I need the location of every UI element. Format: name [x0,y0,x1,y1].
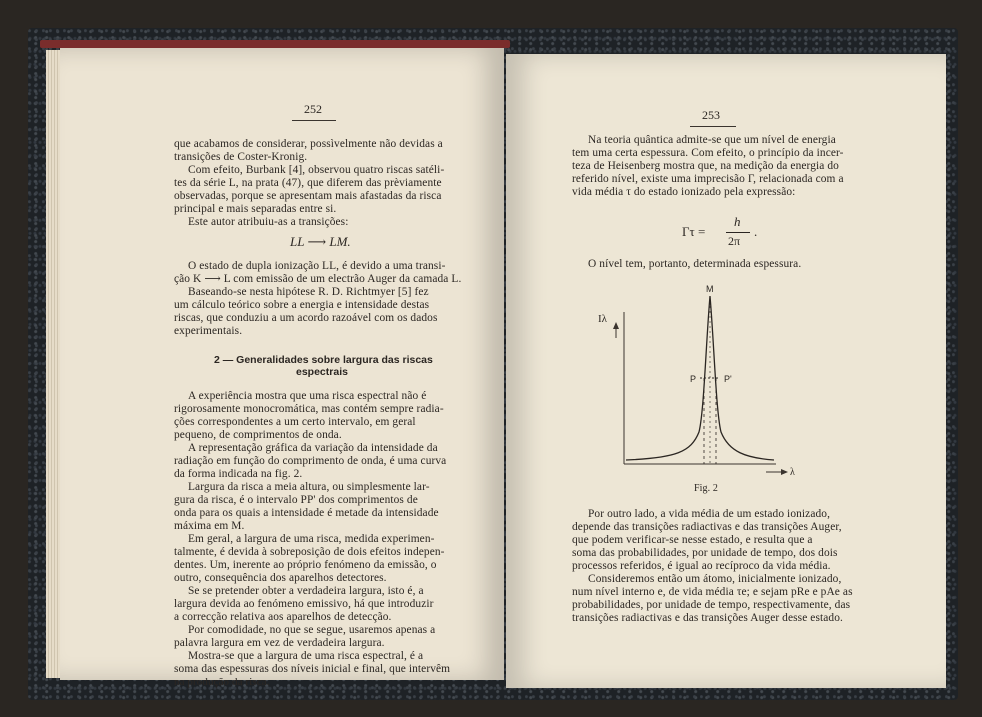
page-number-rule [690,126,736,127]
x-arrowhead [781,469,788,475]
text-line: processos referidos, é igual ao recíproco da vida média. [572,560,831,572]
text-line: tes da série L, na prata (47), que diferem das prèviamente [174,177,442,189]
text-line: dentes. Um, inerente ao próprio fenómeno da emissão, o [174,559,437,571]
section-heading: espectrais [296,366,348,378]
heisenberg-formula [682,214,782,254]
text-line: Largura da risca a meia altura, ou simplesmente lar- [188,481,430,493]
text-line: depende das transições radiactivas e das transições Auger, [572,521,842,533]
page-number: 253 [702,108,720,122]
text-line: soma das espessuras dos níveis inicial e final, que intervêm [174,663,451,675]
section-heading: 2 — Generalidades sobre largura das riscas [214,354,433,366]
left-page [60,48,504,688]
text-line: experimentais. [174,325,243,337]
page-number-rule [292,120,336,121]
text-line: na produção da risca. [174,676,270,688]
text-line: Baseando-se nesta hipótese R. D. Richtmyer [5] fez [188,286,429,298]
text-line: outro, consequência dos aparelhos detectores. [174,572,387,584]
text-line: observadas, porque se apresentam mais afastadas da risca [174,190,442,202]
formula-numerator: h [734,214,741,229]
text-line: soma das probabilidades, por unidade de tempo, dos dois [572,547,838,559]
right-page [506,54,946,688]
text-line: Com efeito, Burbank [4], observou quatro riscas satéli- [188,164,445,176]
text-line: A experiência mostra que uma risca espectral não é [188,390,427,402]
text-line: gura da risca, é o intervalo PP' dos comprimentos de [174,494,418,506]
text-line: rigorosamente monocromática, mas contém sempre radia- [174,403,444,415]
text-line: palavra largura em vez de verdadeira largura. [174,637,385,649]
y-axis-label: Iλ [598,313,607,325]
y-arrowhead [613,322,619,329]
text-line: pequeno, de comprimentos de onda. [174,429,342,441]
peak-label: M [706,284,714,294]
text-line: ções correspondentes a um certo intervalo, em geral [174,416,416,428]
text-line: que acabamos de considerar, possìvelmente não devidas a [174,138,443,150]
text-line: vida média τ do estado ionizado pela expressão: [572,186,796,198]
text-line: largura devida ao fenómeno emissivo, há que introduzir [174,598,434,610]
text-line: da forma indicada na fig. 2. [174,468,303,480]
text-line: Na teoria quântica admite-se que um nível de energia [588,134,836,146]
text-line: riscas, que conduziu a um acordo razoável com os dados [174,312,438,324]
fraction-bar [726,232,750,233]
book-edge [40,40,510,48]
text-line: transições radiactivas e das transições Auger desse estado. [572,612,843,624]
text-line: O nível tem, portanto, determinada espessura. [588,258,802,270]
text-line: Por comodidade, no que se segue, usaremos apenas a [188,624,436,636]
text-line: O estado de dupla ionização LL, é devido a uma transi- [188,260,446,272]
text-line: Em geral, a largura de uma risca, medida experimen- [188,533,435,545]
p-label: P [690,374,697,384]
text-line: onda para os quais a intensidade é metade da intensidade [174,507,439,519]
text-line: A representação gráfica da variação da intensidade da [188,442,438,454]
text-line: referido nível, existe uma imprecisão Γ, relacionada com a [572,173,844,185]
text-line: que podem verificar-se nesse estado, e resulta que a [572,534,813,546]
text-line: Mostra-se que a largura de uma risca espectral, é a [188,650,424,662]
x-axis-label: λ [790,467,795,478]
text-line: probabilidades, por unidade de tempo, respectivamente, das [572,599,851,611]
text-line: teza de Heisenberg mostra que, na medição da energia do [572,160,839,172]
text-line: Este autor atribuiu-as a transições: [188,216,349,228]
text-line: Se se pretender obter a verdadeira largura, isto é, a [188,585,424,597]
figure-caption: Fig. 2 [694,483,718,494]
text-line: Consideremos então um átomo, inicialmente ionizado, [588,573,842,585]
text-line: transições de Coster-Kronig. [174,151,308,163]
text-line: ção K ⟶ L com emissão de um electrão Auger da camada L. [174,273,462,285]
formula-denominator: 2π [728,234,741,248]
text-line: principal e mais separadas entre si. [174,203,337,215]
text-line: Por outro lado, a vida média de um estado ionizado, [588,508,831,520]
formula: LL ⟶ LM. [290,234,351,249]
text-line: um cálculo teórico sobre a energia e intensidade destas [174,299,430,311]
formula-left: Γτ = [682,224,706,239]
formula-end: . [754,224,758,239]
page-number: 252 [304,102,322,116]
text-line: tem uma certa espessura. Com efeito, o princípio da incer- [572,147,844,159]
text-line: talmente, é devida à sobreposição de dois efeitos indepen- [174,546,445,558]
text-line: radiação em função do comprimento de onda, é uma curva [174,455,447,467]
text-line: num nível interno e, de vida média τe; e sejam pRe e pAe as [572,586,853,598]
text-line: a correcção relativa aos aparelhos de detecção. [174,611,392,623]
pprime-label: P' [724,374,732,384]
spectral-line-figure [596,282,806,494]
text-line: máxima em M. [174,520,245,532]
